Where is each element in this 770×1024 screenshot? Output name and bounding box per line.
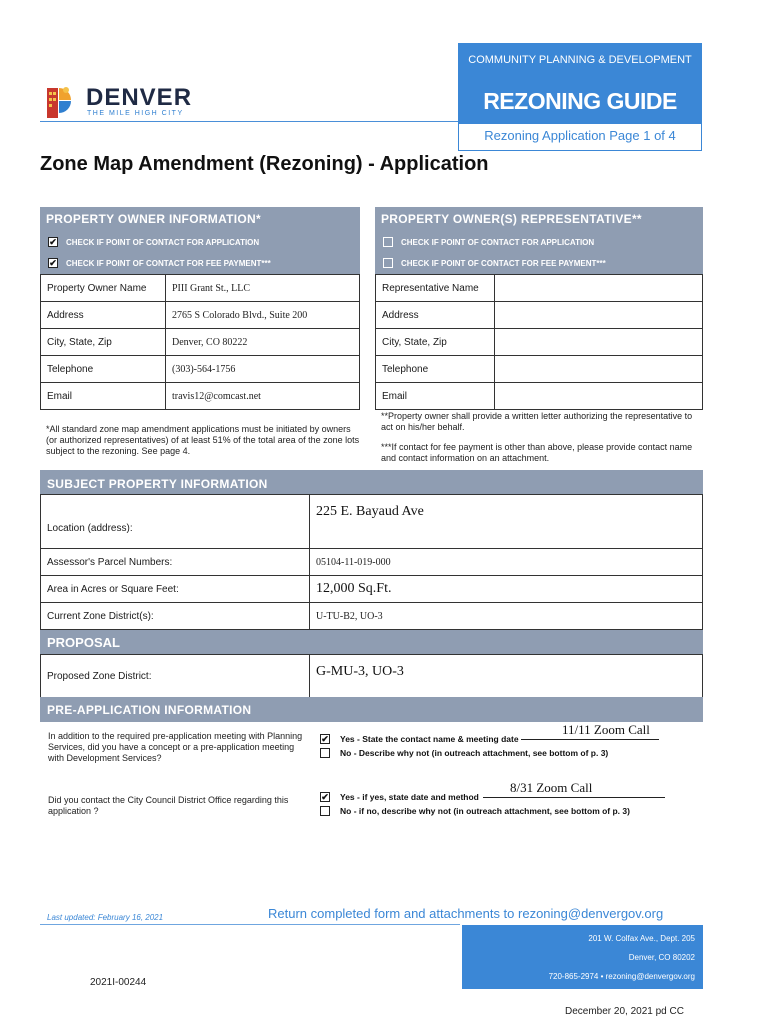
rep-note-fee-contact: ***If contact for fee payment is other than above, please provide contact name and contact information on an attachment. <box>381 442 693 463</box>
rep-city-field[interactable] <box>494 328 703 356</box>
page-indicator: Rezoning Application Page 1 of 4 <box>484 128 676 143</box>
owner-section-header <box>40 207 360 275</box>
brand-tagline: THE MILE HIGH CITY <box>87 110 184 117</box>
q2-yes-checkbox[interactable]: ✔ <box>321 792 329 802</box>
case-number: 2021I-00244 <box>90 977 147 988</box>
q1-no-option <box>320 748 608 758</box>
footer-address-line1: 201 W. Colfax Ave., Dept. 205 <box>588 934 695 943</box>
owner-note: *All standard zone map amendment applications must be initiated by owners (or authorized representatives) of at least 51% of the total area of the zone lots subject to the rezoning. See page 4. <box>46 424 360 456</box>
owner-city-field[interactable]: Denver, CO 80222 <box>165 328 360 356</box>
rep-note-authorization: **Property owner shall provide a written letter authorizing the representative to act on his/her behalf. <box>381 411 693 432</box>
q2-no-option <box>320 806 630 816</box>
denver-logo-icon <box>47 82 73 118</box>
rep-fee-checkbox[interactable] <box>383 258 393 268</box>
location-field[interactable]: 225 E. Bayaud Ave <box>309 494 703 549</box>
q2-yes-fill-line[interactable] <box>483 797 665 798</box>
owner-email-label: Email <box>40 382 166 410</box>
parcel-label: Assessor's Parcel Numbers: <box>40 548 310 576</box>
owner-contact-check-label: CHECK IF POINT OF CONTACT FOR APPLICATION <box>66 237 260 247</box>
owner-email-field[interactable]: travis12@comcast.net <box>165 382 360 410</box>
zone-field[interactable]: U-TU-B2, UO-3 <box>309 602 703 630</box>
rep-contact-check-label: CHECK IF POINT OF CONTACT FOR APPLICATION <box>401 237 595 247</box>
last-updated: Last updated: February 16, 2021 <box>47 913 164 922</box>
guide-title: REZONING GUIDE <box>483 88 677 114</box>
owner-fee-check-row <box>48 258 271 268</box>
rep-fee-check-label: CHECK IF POINT OF CONTACT FOR FEE PAYMENT*** <box>401 258 606 268</box>
brand-name: DENVER <box>86 84 193 111</box>
proposed-zone-field[interactable]: G-MU-3, UO-3 <box>309 654 703 698</box>
rep-email-label: Email <box>375 382 495 410</box>
q1-yes-label: Yes - State the contact name & meeting date <box>340 734 519 744</box>
department-name: COMMUNITY PLANNING & DEVELOPMENT <box>468 54 692 66</box>
q1-yes-option <box>320 734 659 744</box>
zone-label: Current Zone District(s): <box>40 602 310 630</box>
q2-no-checkbox[interactable] <box>320 806 330 816</box>
rep-city-label: City, State, Zip <box>375 328 495 356</box>
proposed-zone-label: Proposed Zone District: <box>40 654 310 698</box>
footer-contact[interactable]: 720-865-2974 • rezoning@denvergov.org <box>548 972 695 981</box>
header-divider <box>40 121 458 122</box>
q2-yes-answer: 8/31 Zoom Call <box>510 780 593 795</box>
owner-name-field[interactable]: PIII Grant St., LLC <box>165 274 360 302</box>
return-instructions: Return completed form and attachments to rezoning@denvergov.org <box>268 906 664 921</box>
owner-city-label: City, State, Zip <box>40 328 166 356</box>
rep-contact-checkbox[interactable] <box>383 237 393 247</box>
owner-fee-checkbox[interactable]: ✔ <box>49 258 57 268</box>
rep-name-label: Representative Name <box>375 274 495 302</box>
q1-yes-checkbox[interactable]: ✔ <box>321 734 329 744</box>
rep-address-field[interactable] <box>494 301 703 329</box>
owner-telephone-field[interactable]: (303)-564-1756 <box>165 355 360 383</box>
rep-address-label: Address <box>375 301 495 329</box>
owner-address-field[interactable]: 2765 S Colorado Blvd., Suite 200 <box>165 301 360 329</box>
preapp-question-development-services: In addition to the required pre-application meeting with Planning Services, did you have a concept or a pre-application meeting with Development Services? <box>48 731 303 763</box>
owner-contact-checkbox[interactable]: ✔ <box>49 237 57 247</box>
q1-no-label: No - Describe why not (in outreach attachment, see bottom of p. 3) <box>340 748 609 758</box>
owner-name-label: Property Owner Name <box>40 274 166 302</box>
preapp-section-title: PRE-APPLICATION INFORMATION <box>40 697 703 722</box>
page-title: Zone Map Amendment (Rezoning) - Application <box>40 153 489 175</box>
q2-yes-label: Yes - if yes, state date and method <box>340 792 479 802</box>
subject-section-title: SUBJECT PROPERTY INFORMATION <box>40 470 703 495</box>
rep-section-header <box>375 207 703 275</box>
owner-fee-check-label: CHECK IF POINT OF CONTACT FOR FEE PAYMENT*** <box>66 258 271 268</box>
rep-telephone-label: Telephone <box>375 355 495 383</box>
owner-telephone-label: Telephone <box>40 355 166 383</box>
location-label: Location (address): <box>40 494 310 549</box>
received-stamp: December 20, 2021 pd CC <box>565 1006 684 1017</box>
owner-address-label: Address <box>40 301 166 329</box>
area-field[interactable]: 12,000 Sq.Ft. <box>309 575 703 603</box>
q1-yes-answer: 11/11 Zoom Call <box>562 722 650 737</box>
q1-yes-fill-line[interactable] <box>521 739 659 740</box>
parcel-field[interactable]: 05104-11-019-000 <box>309 548 703 576</box>
rep-telephone-field[interactable] <box>494 355 703 383</box>
footer-address-line2: Denver, CO 80202 <box>628 953 695 962</box>
owner-contact-check-row <box>48 237 259 247</box>
q2-yes-option <box>320 792 665 802</box>
rep-contact-check-row <box>383 237 594 247</box>
q2-no-label: No - if no, describe why not (in outreach attachment, see bottom of p. 3) <box>340 806 630 816</box>
rep-email-field[interactable] <box>494 382 703 410</box>
rep-fee-check-row <box>383 258 606 268</box>
area-label: Area in Acres or Square Feet: <box>40 575 310 603</box>
q1-no-checkbox[interactable] <box>320 748 330 758</box>
proposal-section-title: PROPOSAL <box>40 630 703 655</box>
rep-section-title: PROPERTY OWNER(S) REPRESENTATIVE** <box>381 212 642 226</box>
owner-section-title: PROPERTY OWNER INFORMATION* <box>46 212 261 226</box>
rep-name-field[interactable] <box>494 274 703 302</box>
preapp-question-council-office: Did you contact the City Council District Office regarding this application ? <box>48 795 289 816</box>
footer-divider <box>40 924 460 925</box>
